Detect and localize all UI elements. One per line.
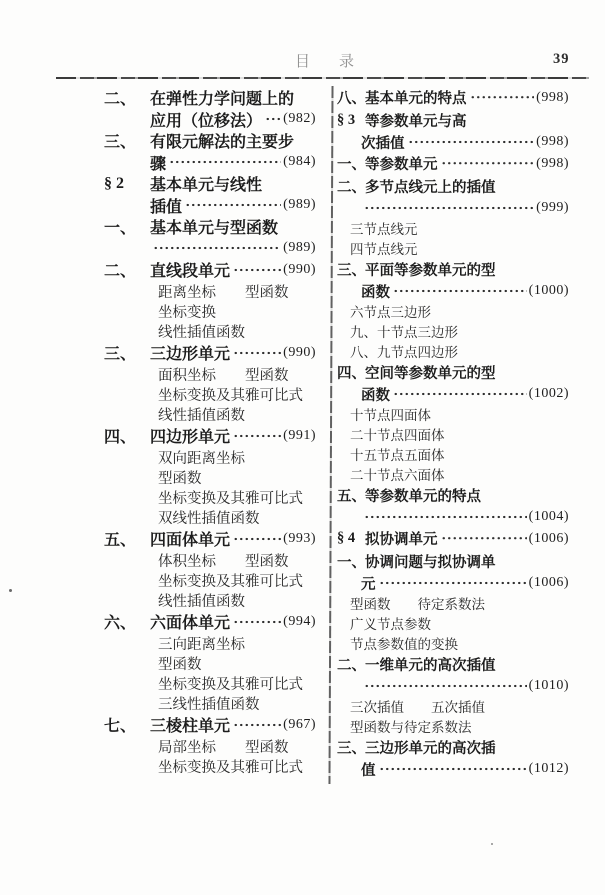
toc-item-text: 双向距离坐标 (158, 450, 245, 467)
page-number: (989) (283, 240, 316, 255)
column-divider (328, 86, 333, 784)
toc-item-text: 广义节点参数 (350, 617, 431, 632)
toc-item-text: 元 (361, 576, 376, 593)
toc-line (337, 384, 569, 404)
page-number: (967) (283, 716, 316, 732)
toc-item-text: 应用（位移法） (150, 112, 263, 130)
toc-item-text: 局部坐标 型函数 (158, 739, 289, 756)
dot-leader (470, 90, 535, 105)
page-number: (998) (536, 89, 569, 105)
toc-item-text: 函数 (361, 387, 390, 404)
page-number: (991) (283, 427, 316, 443)
toc-line (337, 152, 569, 175)
toc-item-text: 线性插值函数 (158, 593, 245, 610)
toc-item-text: 有限元解法的主要步 (150, 134, 295, 151)
toc-item-text: 八、九节点四边形 (350, 345, 458, 360)
toc-line (337, 86, 569, 109)
toc-item-text: 三向距离坐标 (158, 636, 245, 653)
toc-line (104, 467, 316, 487)
toc-item-marker: 五、 (104, 532, 137, 549)
scan-dot-artifact (491, 843, 493, 845)
toc-line (337, 464, 569, 484)
page-number: (994) (283, 613, 316, 629)
toc-line (337, 593, 569, 613)
toc-line (104, 424, 316, 447)
toc-line (337, 132, 569, 152)
toc-item-text: 协调问题与拟协调单 (365, 555, 496, 571)
toc-line (104, 281, 316, 301)
dot-leader (233, 614, 281, 630)
toc-line (337, 736, 569, 759)
toc-line (337, 633, 569, 653)
toc-line (104, 756, 316, 776)
toc-item-text: 二十节点六面体 (350, 468, 445, 483)
toc-line (104, 86, 316, 109)
toc-item-text: 四面体单元 (150, 532, 231, 549)
toc-item-text: 六节点三边形 (350, 305, 431, 320)
toc-line (104, 404, 316, 424)
toc-item-text: 基本单元与线性 (150, 177, 263, 194)
dot-leader (408, 135, 535, 150)
toc-line (337, 218, 569, 238)
toc-line (337, 175, 569, 198)
toc-line (337, 696, 569, 716)
toc-item-text: 型函数 (158, 470, 202, 487)
toc-item-text: 多节点线元上的插值 (365, 180, 496, 196)
toc-line (337, 527, 569, 550)
page-number: (989) (283, 197, 316, 212)
page-number: (1004) (528, 509, 569, 524)
toc-item-marker: 七、 (104, 718, 137, 735)
toc-item-text: 三线性插值函数 (158, 696, 260, 713)
toc-line (337, 484, 569, 507)
toc-line (104, 364, 316, 384)
toc-line (104, 321, 316, 341)
toc-item-text: 值 (361, 762, 376, 779)
toc-line (337, 258, 569, 281)
dot-leader (379, 762, 527, 777)
page-number: (998) (536, 134, 569, 149)
toc-item-text: 坐标变换及其雅可比式 (158, 759, 303, 776)
toc-line (337, 404, 569, 424)
dot-leader (169, 154, 281, 170)
toc-line (104, 507, 316, 527)
toc-line (104, 487, 316, 507)
toc-line (104, 570, 316, 590)
toc-line (104, 527, 316, 550)
toc-item-marker: 六、 (104, 615, 137, 632)
toc-line (104, 172, 316, 195)
toc-line (337, 198, 569, 218)
page-number: (1010) (528, 678, 569, 693)
toc-line (104, 736, 316, 756)
toc-line (104, 301, 316, 321)
toc-item-text: 十五节点五面体 (350, 448, 445, 463)
page-number: (1006) (528, 575, 569, 590)
toc-line (104, 341, 316, 364)
toc-item-text: 等参数单元 (365, 157, 438, 173)
toc-item-marker: § 3 (337, 112, 356, 128)
dot-leader (441, 156, 535, 171)
toc-line (337, 109, 569, 132)
page-number: (1006) (528, 530, 569, 546)
toc-item-text: 型函数 待定系数法 (350, 597, 485, 612)
toc-line (337, 341, 569, 361)
dot-leader (233, 262, 281, 278)
toc-line (104, 238, 316, 258)
toc-item-text: 体积坐标 型函数 (158, 553, 289, 570)
toc-item-text: 九、十节点三边形 (350, 325, 458, 340)
page-number-header: 39 (553, 51, 570, 67)
toc-item-marker: 三、 (104, 346, 137, 363)
toc-item-text: 三次插值 五次插值 (350, 700, 485, 715)
page-number: (999) (536, 200, 569, 215)
toc-item-marker: 二、 (337, 658, 366, 674)
toc-item-text: 骤 (150, 155, 167, 173)
toc-item-marker: 二、 (104, 91, 137, 108)
dot-leader (393, 387, 527, 402)
toc-item-text: 三棱柱单元 (150, 718, 231, 735)
toc-line (104, 258, 316, 281)
toc-line (104, 215, 316, 238)
toc-item-text: 一维单元的高次插值 (365, 658, 496, 674)
page-number: (982) (283, 111, 316, 126)
scan-dot-artifact (9, 589, 12, 592)
toc-item-text: 双线性插值函数 (158, 510, 260, 527)
header-rule (56, 77, 589, 79)
dot-leader (393, 284, 527, 299)
toc-line (337, 507, 569, 527)
dot-leader (233, 428, 281, 444)
toc-item-text: 四边形单元 (150, 429, 231, 446)
toc-line (337, 321, 569, 341)
toc-item-text: 坐标变换及其雅可比式 (158, 387, 303, 404)
page-number: (998) (536, 155, 569, 171)
toc-line (337, 361, 569, 384)
toc-line (104, 713, 316, 736)
toc-item-marker: § 4 (337, 530, 356, 546)
toc-item-text: 函数 (361, 284, 390, 301)
toc-line (104, 129, 316, 152)
toc-line (337, 281, 569, 301)
page-number: (990) (283, 344, 316, 360)
toc-item-text: 坐标变换及其雅可比式 (158, 676, 303, 693)
toc-line (104, 633, 316, 653)
toc-item-text: 坐标变换及其雅可比式 (158, 490, 303, 507)
toc-item-text: 面积坐标 型函数 (158, 367, 289, 384)
toc-line (337, 238, 569, 258)
toc-item-marker: 一、 (104, 220, 137, 237)
toc-item-text: 四节点线元 (350, 242, 418, 257)
toc-item-text: 型函数与待定系数法 (350, 720, 472, 735)
toc-line (104, 673, 316, 693)
toc-line (104, 109, 316, 129)
dot-leader (233, 531, 281, 547)
toc-line (337, 444, 569, 464)
toc-line (337, 424, 569, 444)
toc-line (104, 447, 316, 467)
toc-line (337, 301, 569, 321)
toc-item-marker: 四、 (104, 429, 137, 446)
dot-leader (185, 197, 281, 213)
toc-item-text: 距离坐标 型函数 (158, 284, 289, 301)
page-header-title: 目 录 (295, 54, 362, 70)
toc-item-text: 二十节点四面体 (350, 428, 445, 443)
toc-item-text: 型函数 (158, 656, 202, 673)
toc-line (337, 613, 569, 633)
toc-item-text: 空间等参数单元的型 (365, 366, 496, 382)
toc-item-marker: 二、 (104, 263, 137, 280)
toc-item-text: 次插值 (361, 135, 405, 152)
toc-item-text: 六面体单元 (150, 615, 231, 632)
toc-line (337, 653, 569, 676)
toc-item-text: 基本单元的特点 (365, 91, 467, 107)
page-number: (1012) (528, 761, 569, 776)
toc-item-marker: 二、 (337, 180, 366, 196)
toc-item-text: 插值 (150, 198, 183, 216)
toc-item-marker: § 2 (104, 174, 124, 192)
page-number: (993) (283, 530, 316, 546)
toc-item-marker: 八、 (337, 91, 366, 107)
dot-leader (265, 111, 281, 127)
dot-leader (233, 345, 281, 361)
toc-line (104, 550, 316, 570)
toc-item-text: 节点参数值的变换 (350, 637, 458, 652)
page-number: (1002) (528, 386, 569, 401)
toc-line (337, 676, 569, 696)
toc-item-marker: 三、 (104, 134, 137, 151)
dot-leader (364, 201, 534, 216)
toc-item-text: 等参数单元与高 (365, 114, 467, 130)
toc-line (337, 550, 569, 573)
toc-line (104, 653, 316, 673)
page-number: (984) (283, 154, 316, 169)
toc-line (104, 590, 316, 610)
toc-item-text: 三边形单元的高次插 (365, 741, 496, 757)
toc-line (337, 573, 569, 593)
toc-item-text: 直线段单元 (150, 263, 231, 280)
toc-item-text: 线性插值函数 (158, 407, 245, 424)
toc-item-marker: 五、 (337, 489, 366, 505)
toc-line (104, 384, 316, 404)
dot-leader (153, 240, 281, 256)
toc-item-text: 三节点线元 (350, 222, 418, 237)
toc-line (337, 759, 569, 779)
dot-leader (364, 679, 527, 694)
toc-item-text: 坐标变换及其雅可比式 (158, 573, 303, 590)
toc-item-text: 线性插值函数 (158, 324, 245, 341)
dot-leader (379, 576, 527, 591)
toc-item-text: 平面等参数单元的型 (365, 263, 496, 279)
toc-item-marker: 三、 (337, 263, 366, 279)
toc-item-text: 十节点四面体 (350, 408, 431, 423)
dot-leader (441, 531, 527, 546)
toc-item-marker: 四、 (337, 366, 366, 382)
dot-leader (233, 717, 281, 733)
toc-item-marker: 三、 (337, 741, 366, 757)
toc-line (104, 693, 316, 713)
toc-item-text: 拟协调单元 (365, 532, 438, 548)
toc-item-text: 基本单元与型函数 (150, 220, 279, 237)
page-number: (990) (283, 261, 316, 277)
toc-line (104, 152, 316, 172)
dot-leader (364, 510, 527, 525)
toc-item-marker: 一、 (337, 157, 366, 173)
toc-item-text: 等参数单元的特点 (365, 489, 481, 505)
toc-column-right (337, 86, 569, 779)
toc-line (337, 716, 569, 736)
page-number: (1000) (528, 283, 569, 298)
toc-line (104, 195, 316, 215)
toc-item-text: 三边形单元 (150, 346, 231, 363)
toc-item-text: 在弹性力学问题上的 (150, 91, 295, 108)
toc-item-marker: 一、 (337, 555, 366, 571)
toc-column-left (104, 86, 316, 776)
toc-line (104, 610, 316, 633)
toc-item-text: 坐标变换 (158, 304, 216, 321)
